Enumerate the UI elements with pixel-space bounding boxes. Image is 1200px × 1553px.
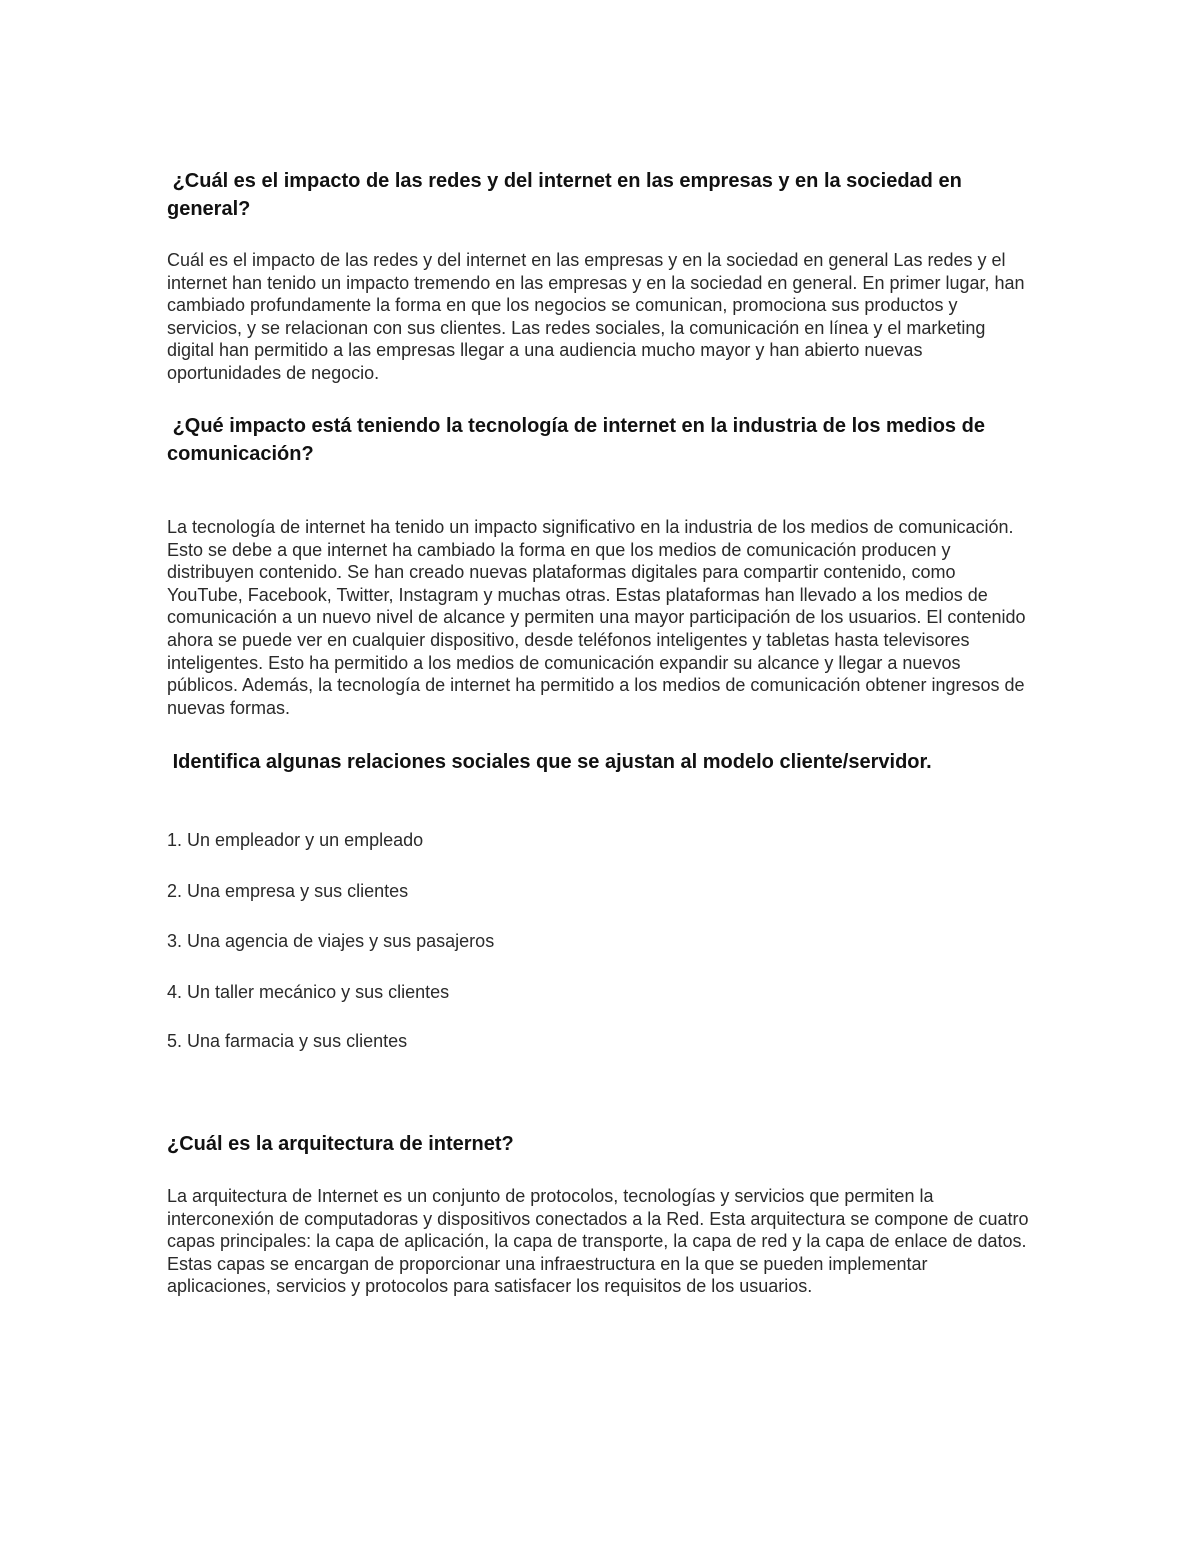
list-item: 5. Una farmacia y sus clientes — [167, 1031, 408, 1051]
list-item: 2. Una empresa y sus clientes — [167, 881, 409, 901]
paragraph-impacto-redes: Cuál es el impacto de las redes y del internet en las empresas y en la sociedad en general Las redes y el internet han tenido un impacto tremendo en las empresas y en la sociedad en general. En primer lugar, han cambiado profundamente la forma en que los negocios se comunican, promociona sus productos y servicios, y se relacionan con sus clientes. Las redes sociales, la comunicación en línea y el marketing digital han permitido a las empresas llegar a una audiencia mucho mayor y han abierto nuevas oportunidades de negocio. — [167, 250, 1025, 383]
list-item: 3. Una agencia de viajes y sus pasajeros — [167, 931, 495, 951]
list-item: 4. Un taller mecánico y sus clientes — [167, 982, 450, 1002]
heading-impacto-redes: ¿Cuál es el impacto de las redes y del internet en las empresas y en la sociedad en general? — [167, 170, 968, 220]
heading-arquitectura-internet: ¿Cuál es la arquitectura de internet? — [167, 1133, 514, 1155]
heading-cliente-servidor: Identifica algunas relaciones sociales que se ajustan al modelo cliente/servidor. — [167, 751, 932, 773]
list-item: 1. Un empleador y un empleado — [167, 830, 424, 850]
heading-medios-comunicacion: ¿Qué impacto está teniendo la tecnología de internet en la industria de los medios de comunicación? — [167, 415, 991, 465]
paragraph-arquitectura-internet: La arquitectura de Internet es un conjunto de protocolos, tecnologías y servicios que permiten la interconexión de computadoras y dispositivos conectados a la Red. Esta arquitectura se compone de cuatro capas principales: la capa de aplicación, la capa de transporte, la capa de red y la capa de enlace de datos. Estas capas se encargan de proporcionar una infraestructura en la que se pueden implementar aplicaciones, servicios y protocolos para satisfacer los requisitos de los usuarios. — [167, 1186, 1029, 1297]
paragraph-medios-comunicacion: La tecnología de internet ha tenido un impacto significativo en la industria de los medios de comunicación. Esto se debe a que internet ha cambiado la forma en que los medios de comunicación producen y distribuyen contenido. Se han creado nuevas plataformas digitales para compartir contenido, como YouTube, Facebook, Twitter, Instagram y muchas otras. Estas plataformas han llevado a los medios de comunicación a un nuevo nivel de alcance y permiten una mayor participación de los usuarios. El contenido ahora se puede ver en cualquier dispositivo, desde teléfonos inteligentes y tabletas hasta televisores inteligentes. Esto ha permitido a los medios de comunicación expandir su alcance y llegar a nuevos públicos. Además, la tecnología de internet ha permitido a los medios de comunicación obtener ingresos de nuevas formas. — [167, 517, 1026, 718]
